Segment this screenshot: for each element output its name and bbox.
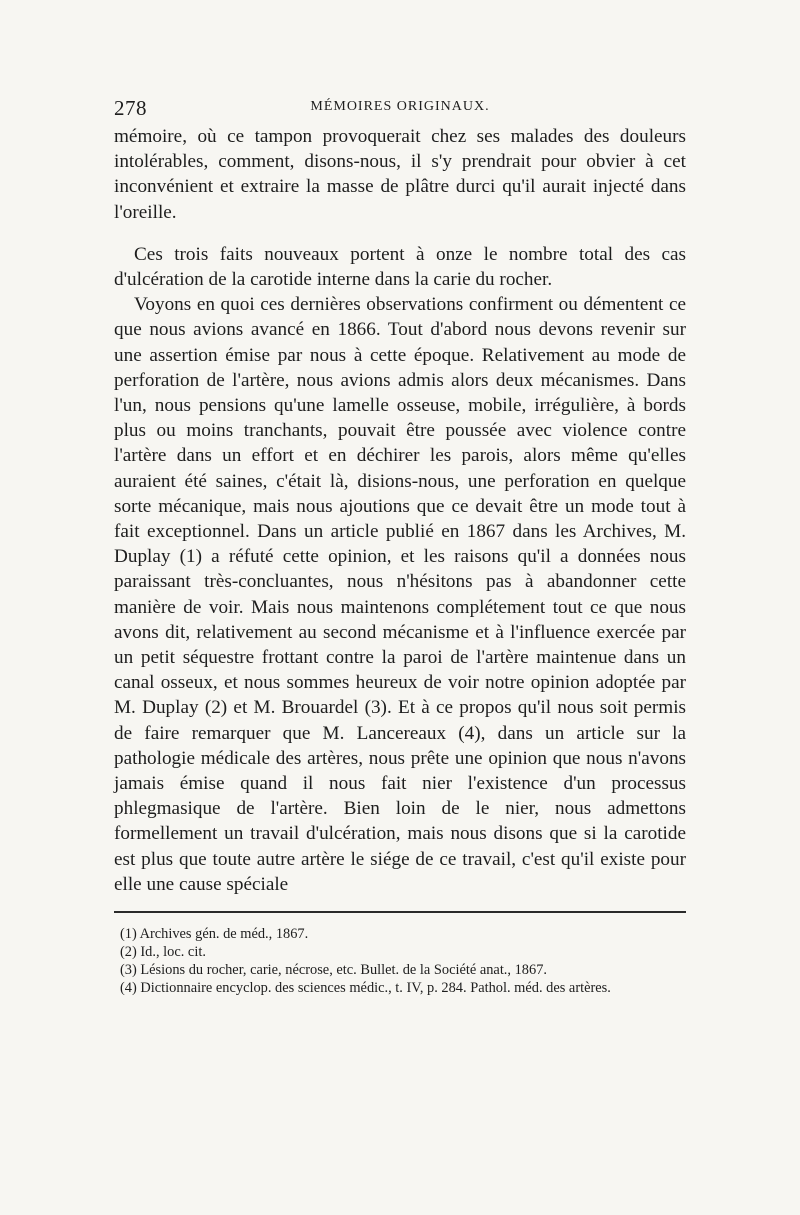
footnote: (1) Archives gén. de méd., 1867. [120, 926, 309, 943]
paragraph-continuation: mémoire, où ce tampon provoquerait chez ses malades des douleurs intolérables, comment, disons-nous, il s'y prendrait pour obvier à cet inconvénient et extraire la masse de plâtre durci qu'il aurait injecté dans l'oreille. [114, 126, 686, 223]
footnotes [114, 925, 686, 997]
running-head [114, 96, 686, 124]
footnote-rule [114, 911, 686, 913]
footnote: (4) Dictionnaire encyclop. des sciences médic., t. IV, p. 284. Pathol. méd. des artères. [120, 980, 611, 997]
footnote: (3) Lésions du rocher, carie, nécrose, etc. Bullet. de la Société anat., 1867. [120, 962, 547, 979]
running-title: MÉMOIRES ORIGINAUX. [310, 99, 490, 114]
book-page [114, 96, 686, 997]
paragraph-new-facts: Ces trois faits nouveaux portent à onze le nombre total des cas d'ulcération de la carotide interne dans la carie du rocher. [114, 243, 686, 291]
paragraph-gap [114, 225, 686, 242]
paragraph-discussion: Voyons en quoi ces dernières observations confirment ou démentent ce que nous avions avancé en 1866. Tout d'abord nous devons revenir sur une assertion émise par nous à cette époque. Relativement au mode de perforation de l'artère, nous avions admis alors deux mécanismes. Dans l'un, nous pensions qu'une lamelle osseuse, mobile, irrégulière, à bords plus ou moins tranchants, pouvait être poussée avec violence contre l'artère dans un effort et en déchirer les parois, alors même qu'elles auraient été saines, c'était là, disions-nous, une perforation en quelque sorte mécanique, mais nous ajoutions que ce devait être un mode tout à fait exceptionnel. Dans un article publié en 1867 dans les Archives, M. Duplay (1) a réfuté cette opinion, et les raisons qu'il a données nous paraissant très-concluantes, nous n'hésitons pas à abandonner cette manière de voir. Mais nous maintenons complétement tout ce que nous avons dit, relativement au second mécanisme et à l'influence exercée par un petit séquestre frottant contre la paroi de l'artère maintenue dans un canal osseux, et nous sommes heureux de voir notre opinion adoptée par M. Duplay (2) et M. Brouardel (3). Et à ce propos qu'il nous soit permis de faire remarquer que M. Lancereaux (4), dans un article sur la pathologie médicale des artères, nous prête une opinion que nous n'avons jamais émise quand il nous fait nier l'existence d'un processus phlegmasique de l'artère. Bien loin de le nier, nous admettons formellement un travail d'ulcération, mais nous disons que si la carotide est plus que toute autre artère le siége de ce travail, c'est qu'il existe pour elle une cause spéciale [114, 294, 686, 895]
footnote: (2) Id., loc. cit. [120, 944, 206, 961]
page-number: 278 [114, 96, 147, 120]
body-text [114, 124, 686, 897]
